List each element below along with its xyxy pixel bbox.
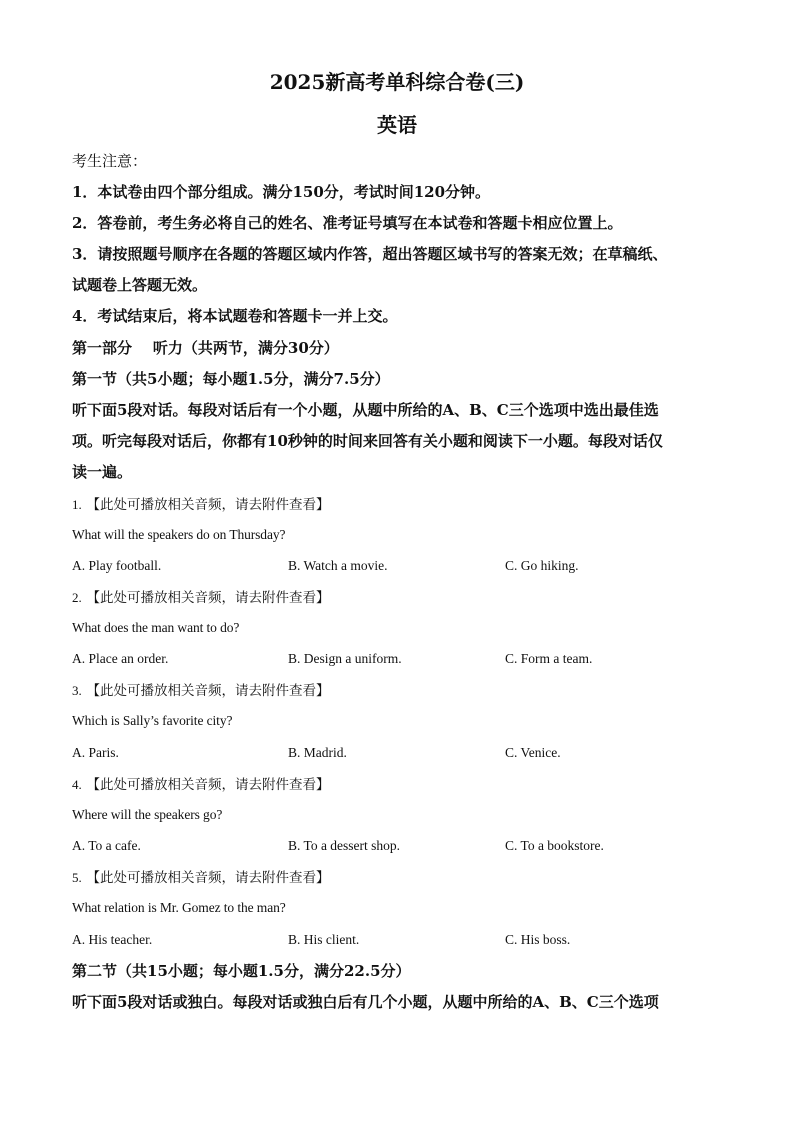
option-b: B. To a dessert shop. <box>288 838 401 853</box>
audio-placeholder-link[interactable]: 【此处可播放相关音频，请去附件查看】 <box>86 497 330 513</box>
question-number: 5. <box>72 870 82 885</box>
subject-title: 英语 <box>377 113 417 137</box>
option-b: B. Design a uniform. <box>288 651 402 666</box>
option-a: A. His teacher. <box>72 932 153 947</box>
question-text: What does the man want to do? <box>72 620 240 635</box>
question-audio-row <box>72 680 722 701</box>
notice-item: 4．考试结束后，将本试题卷和答题卡一并上交。 <box>72 307 398 325</box>
option-b: B. Watch a movie. <box>288 558 388 573</box>
question-audio-row <box>72 774 722 795</box>
notice-item: 2．答卷前，考生务必将自己的姓名、准考证号填写在本试卷和答题卡相应位置上。 <box>72 214 623 232</box>
question-number: 2. <box>72 590 82 605</box>
notice-item: 3．请按照题号顺序在各题的答题区域内作答，超出答题区域书写的答案无效；在草稿纸、 <box>72 245 668 263</box>
question-audio-row <box>72 587 722 608</box>
notice-item: 1．本试卷由四个部分组成。满分150分，考试时间120分钟。 <box>72 183 491 201</box>
option-a: A. Play football. <box>72 558 162 573</box>
exam-title: 2025新高考单科综合卷(三) <box>269 70 525 94</box>
part1-heading: 第一部分 听力（共两节，满分30分） <box>72 339 339 357</box>
option-b: B. Madrid. <box>288 745 347 760</box>
question-text: Which is Sally’s favorite city? <box>72 713 233 728</box>
section1-heading: 第一节（共5小题；每小题1.5分，满分7.5分） <box>72 370 390 388</box>
section1-instruction: 读一遍。 <box>72 463 133 481</box>
question-audio-row <box>72 867 722 888</box>
option-c: C. To a bookstore. <box>505 838 604 853</box>
section2-heading: 第二节（共15小题；每小题1.5分，满分22.5分） <box>72 962 411 980</box>
option-c: C. His boss. <box>505 932 571 947</box>
question-number: 1. <box>72 497 82 512</box>
option-a: A. Place an order. <box>72 651 169 666</box>
option-a: A. To a cafe. <box>72 838 141 853</box>
question-text: What will the speakers do on Thursday? <box>72 527 286 542</box>
audio-placeholder-link[interactable]: 【此处可播放相关音频，请去附件查看】 <box>86 777 330 793</box>
audio-placeholder-link[interactable]: 【此处可播放相关音频，请去附件查看】 <box>86 683 330 699</box>
audio-placeholder-link[interactable]: 【此处可播放相关音频，请去附件查看】 <box>86 590 330 606</box>
option-c: C. Form a team. <box>505 651 593 666</box>
question-text: What relation is Mr. Gomez to the man? <box>72 900 286 915</box>
question-audio-row <box>72 494 722 515</box>
notice-item: 试题卷上答题无效。 <box>72 276 208 294</box>
question-number: 3. <box>72 683 82 698</box>
option-b: B. His client. <box>288 932 360 947</box>
notice-heading: 考生注意： <box>72 152 148 170</box>
question-number: 4. <box>72 777 82 792</box>
question-text: Where will the speakers go? <box>72 807 223 822</box>
option-a: A. Paris. <box>72 745 119 760</box>
audio-placeholder-link[interactable]: 【此处可播放相关音频，请去附件查看】 <box>86 870 330 886</box>
option-c: C. Go hiking. <box>505 558 579 573</box>
section1-instruction: 听下面5段对话。每段对话后有一个小题，从题中所给的A、B、C三个选项中选出最佳选 <box>72 401 659 419</box>
section2-instruction: 听下面5段对话或独白。每段对话或独白后有几个小题，从题中所给的A、B、C三个选项 <box>72 993 659 1011</box>
option-c: C. Venice. <box>505 745 561 760</box>
section1-instruction: 项。听完每段对话后，你都有10秒钟的时间来回答有关小题和阅读下一小题。每段对话仅 <box>72 432 663 450</box>
